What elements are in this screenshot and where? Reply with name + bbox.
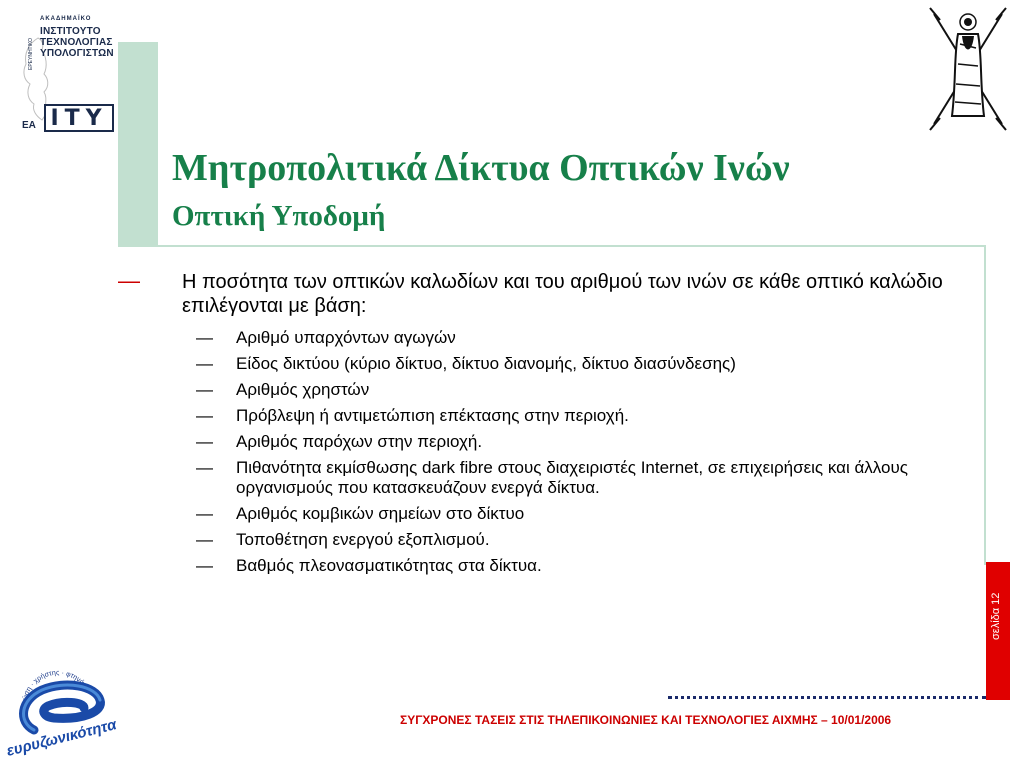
sub-bullet-item — [196, 504, 986, 524]
sub-bullet-item — [196, 556, 986, 576]
ity-logo-org-name — [40, 26, 114, 59]
sub-bullet-item — [196, 458, 986, 498]
broadband-name: ευρυζωνικότητα — [4, 716, 119, 760]
ity-logo-header: ΑΚΑΔΗΜΑΪΚΟ — [40, 16, 92, 22]
sub-bullet-dash: — — [196, 504, 213, 523]
sub-bullet-text: Τοποθέτηση ενεργού εξοπλισμού. — [236, 530, 490, 549]
sub-bullet-item — [196, 380, 986, 400]
footer-dotted-divider — [668, 696, 986, 699]
decorative-green-bar — [118, 42, 158, 247]
broadband-logo-icon — [4, 660, 122, 762]
ity-logo-line2: ΤΕΧΝΟΛΟΓΙΑΣ — [40, 37, 113, 48]
ity-logo-vertical-text: ΕΡΕΥΝΗΤΙΚΟ — [28, 37, 34, 70]
sub-bullet-item — [196, 406, 986, 426]
sub-bullet-item — [196, 354, 986, 374]
sub-bullet-item — [196, 530, 986, 550]
ity-logo-mark: ITY — [44, 104, 114, 132]
sub-bullet-dash: — — [196, 406, 213, 425]
sub-bullet-dash: — — [196, 354, 213, 373]
ity-logo-icon — [18, 14, 114, 134]
ity-logo-line3: ΥΠΟΛΟΓΙΣΤΩΝ — [40, 48, 114, 59]
slide-subtitle: Οπτική Υποδομή — [172, 200, 386, 232]
sub-bullet-text: Πιθανότητα εκμίσθωσης dark fibre στους διαχειριστές Internet, σε επιχειρήσεις και άλλους οργανισμούς που κατασκευάζουν ενεργά δίκτυα. — [236, 458, 908, 497]
sub-bullet-text: Αριθμός κομβικών σημείων στο δίκτυο — [236, 504, 525, 523]
sub-bullet-dash: — — [196, 530, 213, 549]
sub-bullet-dash: — — [196, 556, 213, 575]
sub-bullet-dash: — — [196, 458, 213, 477]
saint-andrew-emblem-icon — [928, 4, 1008, 136]
sub-bullet-dash: — — [196, 328, 213, 347]
sub-bullet-item — [196, 328, 986, 348]
title-underline-bar — [118, 245, 986, 247]
page-number-label: σελίδα 12 — [990, 592, 1002, 640]
page-number-tab — [986, 562, 1010, 700]
sub-bullet-text: Πρόβλεψη ή αντιμετώπιση επέκτασης στην περιοχή. — [236, 406, 629, 425]
sub-bullet-text: Αριθμός παρόχων στην περιοχή. — [236, 432, 483, 451]
sub-bullet-item — [196, 432, 986, 452]
sub-bullet-text: Αριθμός χρηστών — [236, 380, 370, 399]
main-bullet — [118, 270, 983, 318]
slide-footer: ΣΥΓΧΡΟΝΕΣ ΤΑΣΕΙΣ ΣΤΙΣ ΤΗΛΕΠΙΚΟΙΝΩΝΙΕΣ ΚΑΙ ΤΕΧΝΟΛΟΓΙΕΣ ΑΙΧΜΗΣ – 10/01/2006 — [400, 713, 892, 727]
main-bullet-dash: — — [118, 268, 140, 293]
main-bullet-text: Η ποσότητα των οπτικών καλωδίων και του αριθμού των ινών σε κάθε οπτικό καλώδιο επιλέγονται με βάση: — [182, 271, 943, 317]
sub-bullet-text: Αριθμό υπαρχόντων αγωγών — [236, 328, 456, 347]
sub-bullet-dash: — — [196, 432, 213, 451]
sub-bullet-text: Βαθμός πλεονασματικότητας στα δίκτυα. — [236, 556, 542, 575]
sub-bullet-text: Είδος δικτύου (κύριο δίκτυο, δίκτυο διανομής, δίκτυο διασύνδεσης) — [236, 354, 736, 373]
slide-title: Μητροπολιτικά Δίκτυα Οπτικών Ινών — [172, 147, 790, 189]
ity-logo-line1: ΙΝΣΤΙΤΟΥΤΟ — [40, 26, 101, 37]
broadband-tagline: γνώση · χρήστης · φτηνά — [20, 669, 86, 709]
sub-bullet-list — [196, 328, 986, 582]
sub-bullet-dash: — — [196, 380, 213, 399]
ity-logo-ea: ΕΑ — [22, 120, 36, 131]
